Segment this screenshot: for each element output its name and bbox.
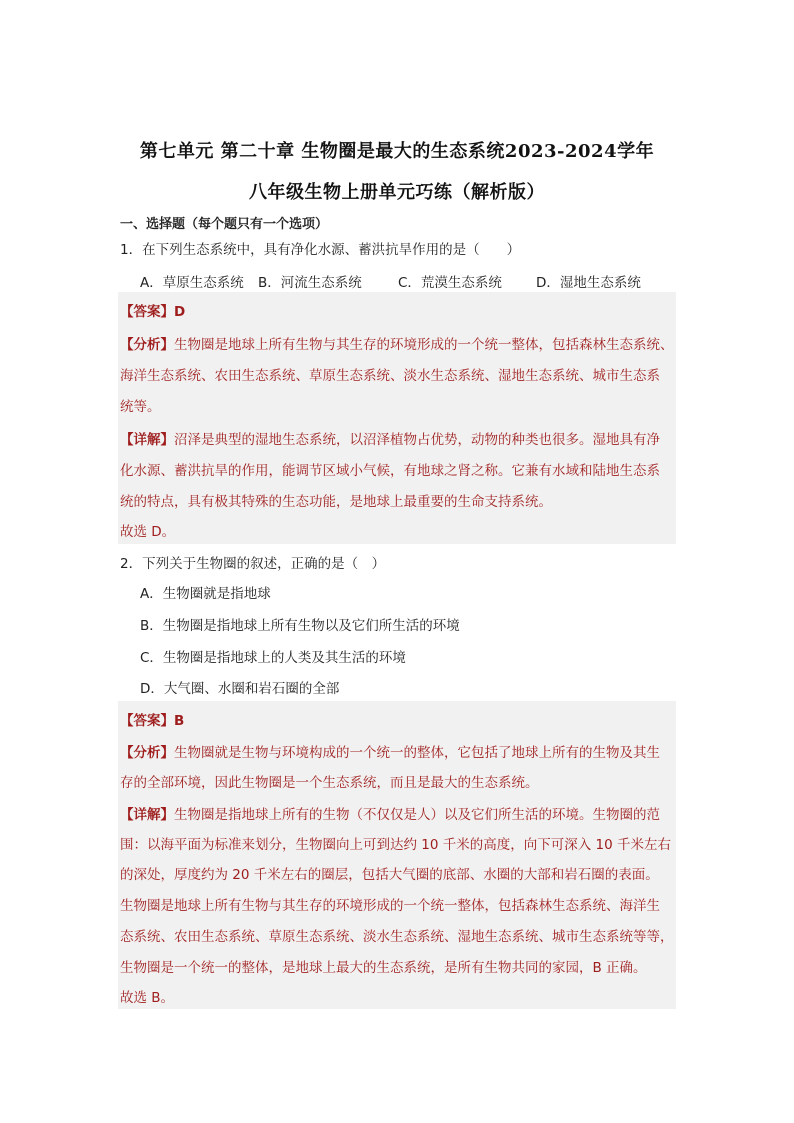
q2-detail-line-3: 的深处，厚度约为 20 千米左右的圈层，包括大气圈的底部、水圈的大部和岩石圈的表面。 <box>120 867 659 883</box>
q1-option-a: A．草原生态系统 <box>140 275 244 291</box>
q2-detail-line-4: 生物圈是地球上所有生物与其生存的环境形成的一个统一整体，包括森林生态系统、海洋生 <box>120 898 660 914</box>
q1-detail-line-3: 统的特点，具有极其特殊的生态功能，是地球上最重要的生命支持系统。 <box>120 494 552 510</box>
q2-detail-line-5: 态系统、农田生态系统、草原生态系统、淡水生态系统、湿地生态系统、城市生态系统等等， <box>120 929 674 945</box>
q1-conclusion: 故选 D。 <box>120 524 176 540</box>
q1-answer <box>120 300 185 320</box>
q2-option-b: B．生物圈是指地球上所有生物以及它们所生活的环境 <box>140 618 460 634</box>
q1-answer-tag: 【答案】 <box>120 304 174 320</box>
document-title-line2: 八年级生物上册单元巧练（解析版） <box>249 182 545 203</box>
q2-option-a: A．生物圈就是指地球 <box>140 586 271 602</box>
question-2-stem: 2．下列关于生物圈的叙述，正确的是（ ） <box>120 556 386 572</box>
q1-detail-line-1: 【详解】沼泽是典型的湿地生态系统，以沼泽植物占优势，动物的种类也很多。湿地具有净 <box>120 432 660 448</box>
q1-detail-tag: 【详解】 <box>120 432 174 448</box>
question-1-stem: 1．在下列生态系统中，具有净化水源、蓄洪抗旱作用的是（ ） <box>120 242 521 258</box>
q2-option-c: C．生物圈是指地球上的人类及其生活的环境 <box>140 650 406 666</box>
q2-analysis-line-2: 存的全部环境，因此生物圈是一个生态系统，而且是最大的生态系统。 <box>120 775 539 791</box>
q1-detail-line-2: 化水源、蓄洪抗旱的作用，能调节区域小气候，有地球之肾之称。它兼有水域和陆地生态系 <box>120 463 660 479</box>
q2-answer-tag: 【答案】 <box>120 713 174 729</box>
q2-detail-line-6: 生物圈是一个统一的整体，是地球上最大的生态系统，是所有生物共同的家园，B 正确。 <box>120 960 647 976</box>
q1-analysis-line-1: 【分析】生物圈是地球上所有生物与其生存的环境形成的一个统一整体，包括森林生态系统、 <box>120 337 674 353</box>
q2-analysis-tag: 【分析】 <box>120 745 174 761</box>
document-title-line1: 第七单元 第二十章 生物圈是最大的生态系统2023-2024学年 <box>139 141 655 162</box>
q2-detail-line-1: 【详解】生物圈是指地球上所有的生物（不仅仅是人）以及它们所生活的环境。生物圈的范 <box>120 807 660 823</box>
q2-analysis-line-1: 【分析】生物圈就是生物与环境构成的一个统一的整体，它包括了地球上所有的生物及其生 <box>120 745 660 761</box>
q2-answer <box>120 709 184 729</box>
q2-conclusion: 故选 B。 <box>120 990 175 1006</box>
section-heading: 一、选择题（每个题只有一个选项） <box>120 217 329 232</box>
q1-option-b: B．河流生态系统 <box>258 275 362 291</box>
q2-answer-value: B <box>174 713 185 729</box>
q1-answer-value: D <box>174 304 186 320</box>
q2-option-d: D．大气圈、水圈和岩石圈的全部 <box>140 681 340 697</box>
q1-analysis-line-2: 海洋生态系统、农田生态系统、草原生态系统、淡水生态系统、湿地生态系统、城市生态系 <box>120 368 660 384</box>
q1-option-c: C．荒漠生态系统 <box>398 275 502 291</box>
q1-analysis-line-3: 统等。 <box>120 399 161 415</box>
q2-detail-tag: 【详解】 <box>120 807 174 823</box>
q1-analysis-tag: 【分析】 <box>120 337 174 353</box>
q1-option-d: D．湿地生态系统 <box>536 275 641 291</box>
q2-detail-line-2: 围：以海平面为标准来划分，生物圈向上可到达约 10 千米的高度，向下可深入 10 千米左右 <box>120 837 672 853</box>
